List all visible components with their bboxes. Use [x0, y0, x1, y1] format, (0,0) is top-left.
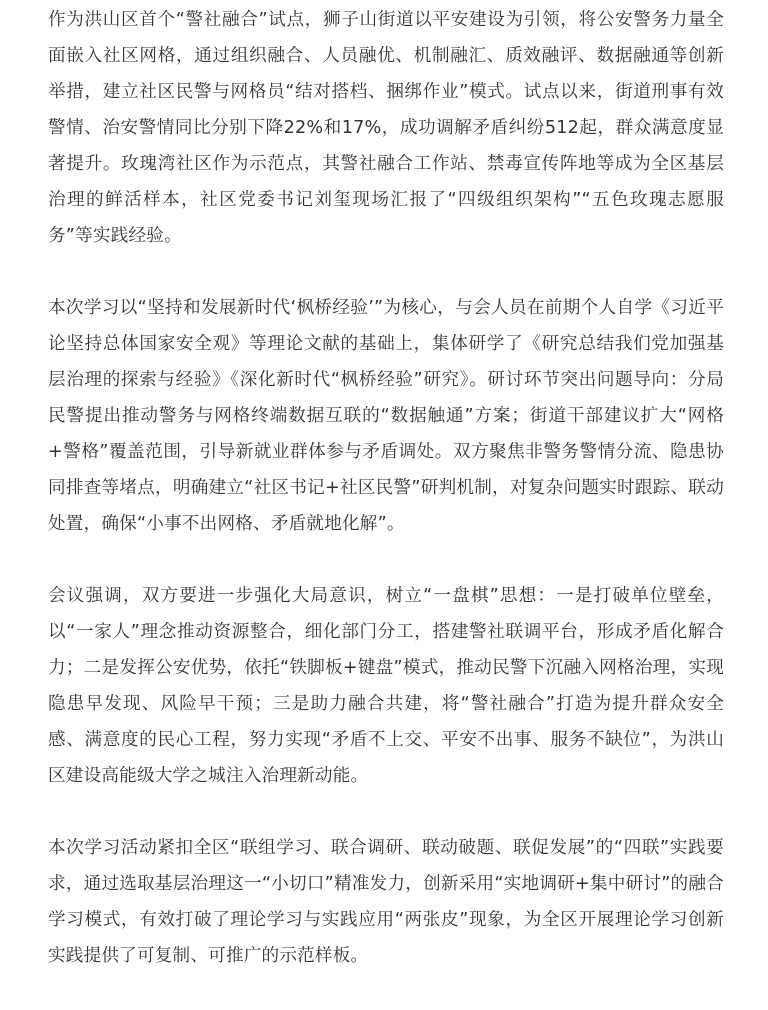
article-paragraph-activity-summary: 本次学习活动紧扣全区“联组学习、联合调研、联动破题、联促发展”的“四联”实践要求，通过选取基层治理这一“小切口”精准发力，创新采用“实地调研+集中研讨”的融合学习模式，有效打破了理论学习与实践应用“两张皮”现象，为全区开展理论学习创新实践提供了可复制、可推广的示范样板。	[48, 838, 724, 966]
article-paragraph-meeting-emphasis: 会议强调，双方要进一步强化大局意识，树立“一盘棋”思想：一是打破单位壁垒，以“一家人”理念推动资源整合，细化部门分工，搭建警社联调平台，形成矛盾化解合力；二是发挥公安优势，依托“铁脚板+键盘”模式，推动民警下沉融入网格治理，实现隐患早发现、风险早干预；三是助力融合共建，将“警社融合”打造为提升群众安全感、满意度的民心工程，努力实现“矛盾不上交、平安不出事、服务不缺位”，为洪山区建设高能级大学之城注入治理新动能。	[48, 586, 724, 786]
article-paragraph-study-content: 本次学习以“坚持和发展新时代‘枫桥经验’”为核心，与会人员在前期个人自学《习近平论坚持总体国家安全观》等理论文献的基础上，集体研学了《研究总结我们党加强基层治理的探索与经验》《深化新时代“枫桥经验”研究》。研讨环节突出问题导向：分局民警提出推动警务与网格终端数据互联的“数据触通”方案；街道干部建议扩大“网格+警格”覆盖范围，引导新就业群体参与矛盾调处。双方聚焦非警务警情分流、隐患协同排查等堵点，明确建立“社区书记+社区民警”研判机制，对复杂问题实时跟踪、联动处置，确保“小事不出网格、矛盾就地化解”。	[48, 298, 724, 534]
article-paragraph-pilot-results: 作为洪山区首个“警社融合”试点，狮子山街道以平安建设为引领，将公安警务力量全面嵌入社区网格，通过组织融合、人员融优、机制融汇、质效融评、数据融通等创新举措，建立社区民警与网格员“结对搭档、捆绑作业”模式。试点以来，街道刑事有效警情、治安警情同比分别下降22%和17%，成功调解矛盾纠纷512起，群众满意度显著提升。玫瑰湾社区作为示范点，其警社融合工作站、禁毒宣传阵地等成为全区基层治理的鲜活样本，社区党委书记刘玺现场汇报了“四级组织架构”“五色玫瑰志愿服务”等实践经验。	[48, 10, 724, 246]
article-body	[48, 2, 724, 1010]
